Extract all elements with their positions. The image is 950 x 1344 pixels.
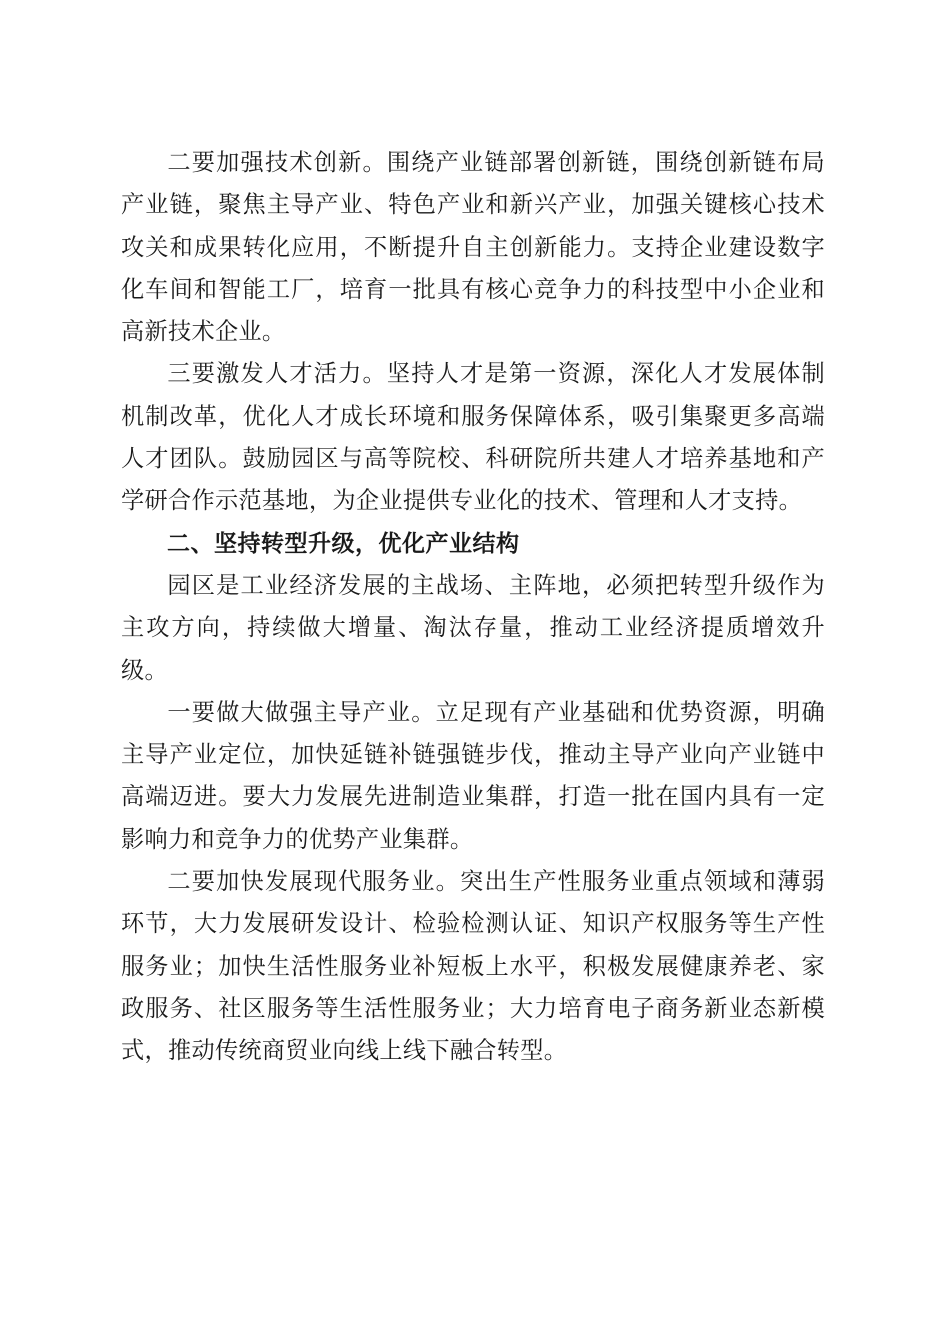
- section-heading-transformation: 二、坚持转型升级，优化产业结构: [167, 530, 520, 557]
- paragraph-modern-services: 二要加快发展现代服务业。突出生产性服务业重点领域和薄弱环节，大力发展研发设计、检验检测认证、知识产权服务等生产性服务业；加快生活性服务业补短板上水平，积极发展健康养老、家政服务、社区服务等生活性服务业；大力培育电子商务新业态新模式，推动传统商贸业向线上线下融合转型。: [121, 868, 825, 1065]
- paragraph-park-intro: 园区是工业经济发展的主战场、主阵地，必须把转型升级作为主攻方向，持续做大增量、淘汰存量，推动工业经济提质增效升级。: [121, 571, 825, 684]
- paragraph-tech-innovation: 二要加强技术创新。围绕产业链部署创新链，围绕创新链布局产业链，聚焦主导产业、特色产业和新兴产业，加强关键核心技术攻关和成果转化应用，不断提升自主创新能力。支持企业建设数字化车间和智能工厂，培育一批具有核心竞争力的科技型中小企业和高新技术企业。: [121, 149, 825, 346]
- document-body: [121, 142, 825, 1073]
- paragraph-talent-vitality: 三要激发人才活力。坚持人才是第一资源，深化人才发展体制机制改革，优化人才成长环境和服务保障体系，吸引集聚更多高端人才团队。鼓励园区与高等院校、科研院所共建人才培养基地和产学研合作示范基地，为企业提供专业化的技术、管理和人才支持。: [121, 360, 825, 515]
- paragraph-leading-industry: 一要做大做强主导产业。立足现有产业基础和优势资源，明确主导产业定位，加快延链补链强链步伐，推动主导产业向产业链中高端迈进。要大力发展先进制造业集群，打造一批在国内具有一定影响力和竞争力的优势产业集群。: [121, 698, 825, 853]
